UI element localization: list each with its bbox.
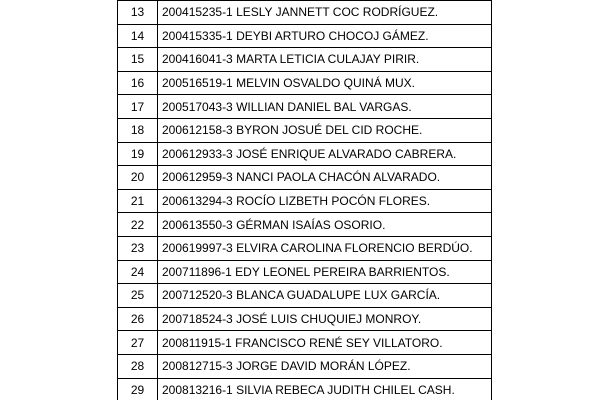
row-entry-cell: 200415235-1 LESLY JANNETT COC RODRÍGUEZ. [158,1,492,25]
row-entry-cell: 200612158-3 BYRON JOSUÉ DEL CID ROCHE. [158,118,492,142]
row-entry-cell: 200813216-1 SILVIA REBECA JUDITH CHILEL CASH. [158,378,492,400]
row-entry-cell: 200416041-3 MARTA LETICIA CULAJAY PIRIR. [158,48,492,72]
row-entry-cell: 200812715-3 JORGE DAVID MORÁN LÓPEZ. [158,354,492,378]
row-number-cell: 28 [118,354,158,378]
row-number-cell: 23 [118,236,158,260]
row-entry-cell: 200718524-3 JOSÉ LUIS CHUQUIEJ MONROY. [158,307,492,331]
table-row [118,236,492,260]
table-row [118,166,492,190]
row-entry-cell: 200612959-3 NANCI PAOLA CHACÓN ALVARADO. [158,166,492,190]
table-row [118,142,492,166]
table-row [118,1,492,25]
row-number-cell: 19 [118,142,158,166]
row-number-cell: 25 [118,284,158,308]
table-row [118,284,492,308]
table-row [118,260,492,284]
row-entry-cell: 200415335-1 DEYBI ARTURO CHOCOJ GÁMEZ. [158,24,492,48]
row-entry-cell: 200711896-1 EDY LEONEL PEREIRA BARRIENTOS. [158,260,492,284]
row-entry-cell: 200613294-3 ROCÍO LIZBETH POCÓN FLORES. [158,189,492,213]
row-number-cell: 20 [118,166,158,190]
table-row [118,95,492,119]
table-row [118,24,492,48]
table-row [118,354,492,378]
student-list-table-container [117,0,486,400]
row-entry-cell: 200619997-3 ELVIRA CAROLINA FLORENCIO BERDÚO. [158,236,492,260]
row-number-cell: 14 [118,24,158,48]
row-number-cell: 29 [118,378,158,400]
row-entry-cell: 200811915-1 FRANCISCO RENÉ SEY VILLATORO. [158,331,492,355]
table-row [118,378,492,400]
row-entry-cell: 200516519-1 MELVIN OSVALDO QUINÁ MUX. [158,71,492,95]
row-number-cell: 16 [118,71,158,95]
table-row [118,48,492,72]
table-row [118,189,492,213]
row-number-cell: 18 [118,118,158,142]
table-row [118,213,492,237]
table-row [118,71,492,95]
table-row [118,118,492,142]
row-entry-cell: 200517043-3 WILLIAN DANIEL BAL VARGAS. [158,95,492,119]
row-number-cell: 27 [118,331,158,355]
row-number-cell: 17 [118,95,158,119]
row-number-cell: 13 [118,1,158,25]
row-number-cell: 22 [118,213,158,237]
row-number-cell: 26 [118,307,158,331]
row-entry-cell: 200712520-3 BLANCA GUADALUPE LUX GARCÍA. [158,284,492,308]
row-entry-cell: 200613550-3 GÉRMAN ISAÍAS OSORIO. [158,213,492,237]
student-list-table [117,0,492,400]
row-number-cell: 24 [118,260,158,284]
row-number-cell: 21 [118,189,158,213]
row-number-cell: 15 [118,48,158,72]
table-row [118,331,492,355]
row-entry-cell: 200612933-3 JOSÉ ENRIQUE ALVARADO CABRERA. [158,142,492,166]
table-row [118,307,492,331]
